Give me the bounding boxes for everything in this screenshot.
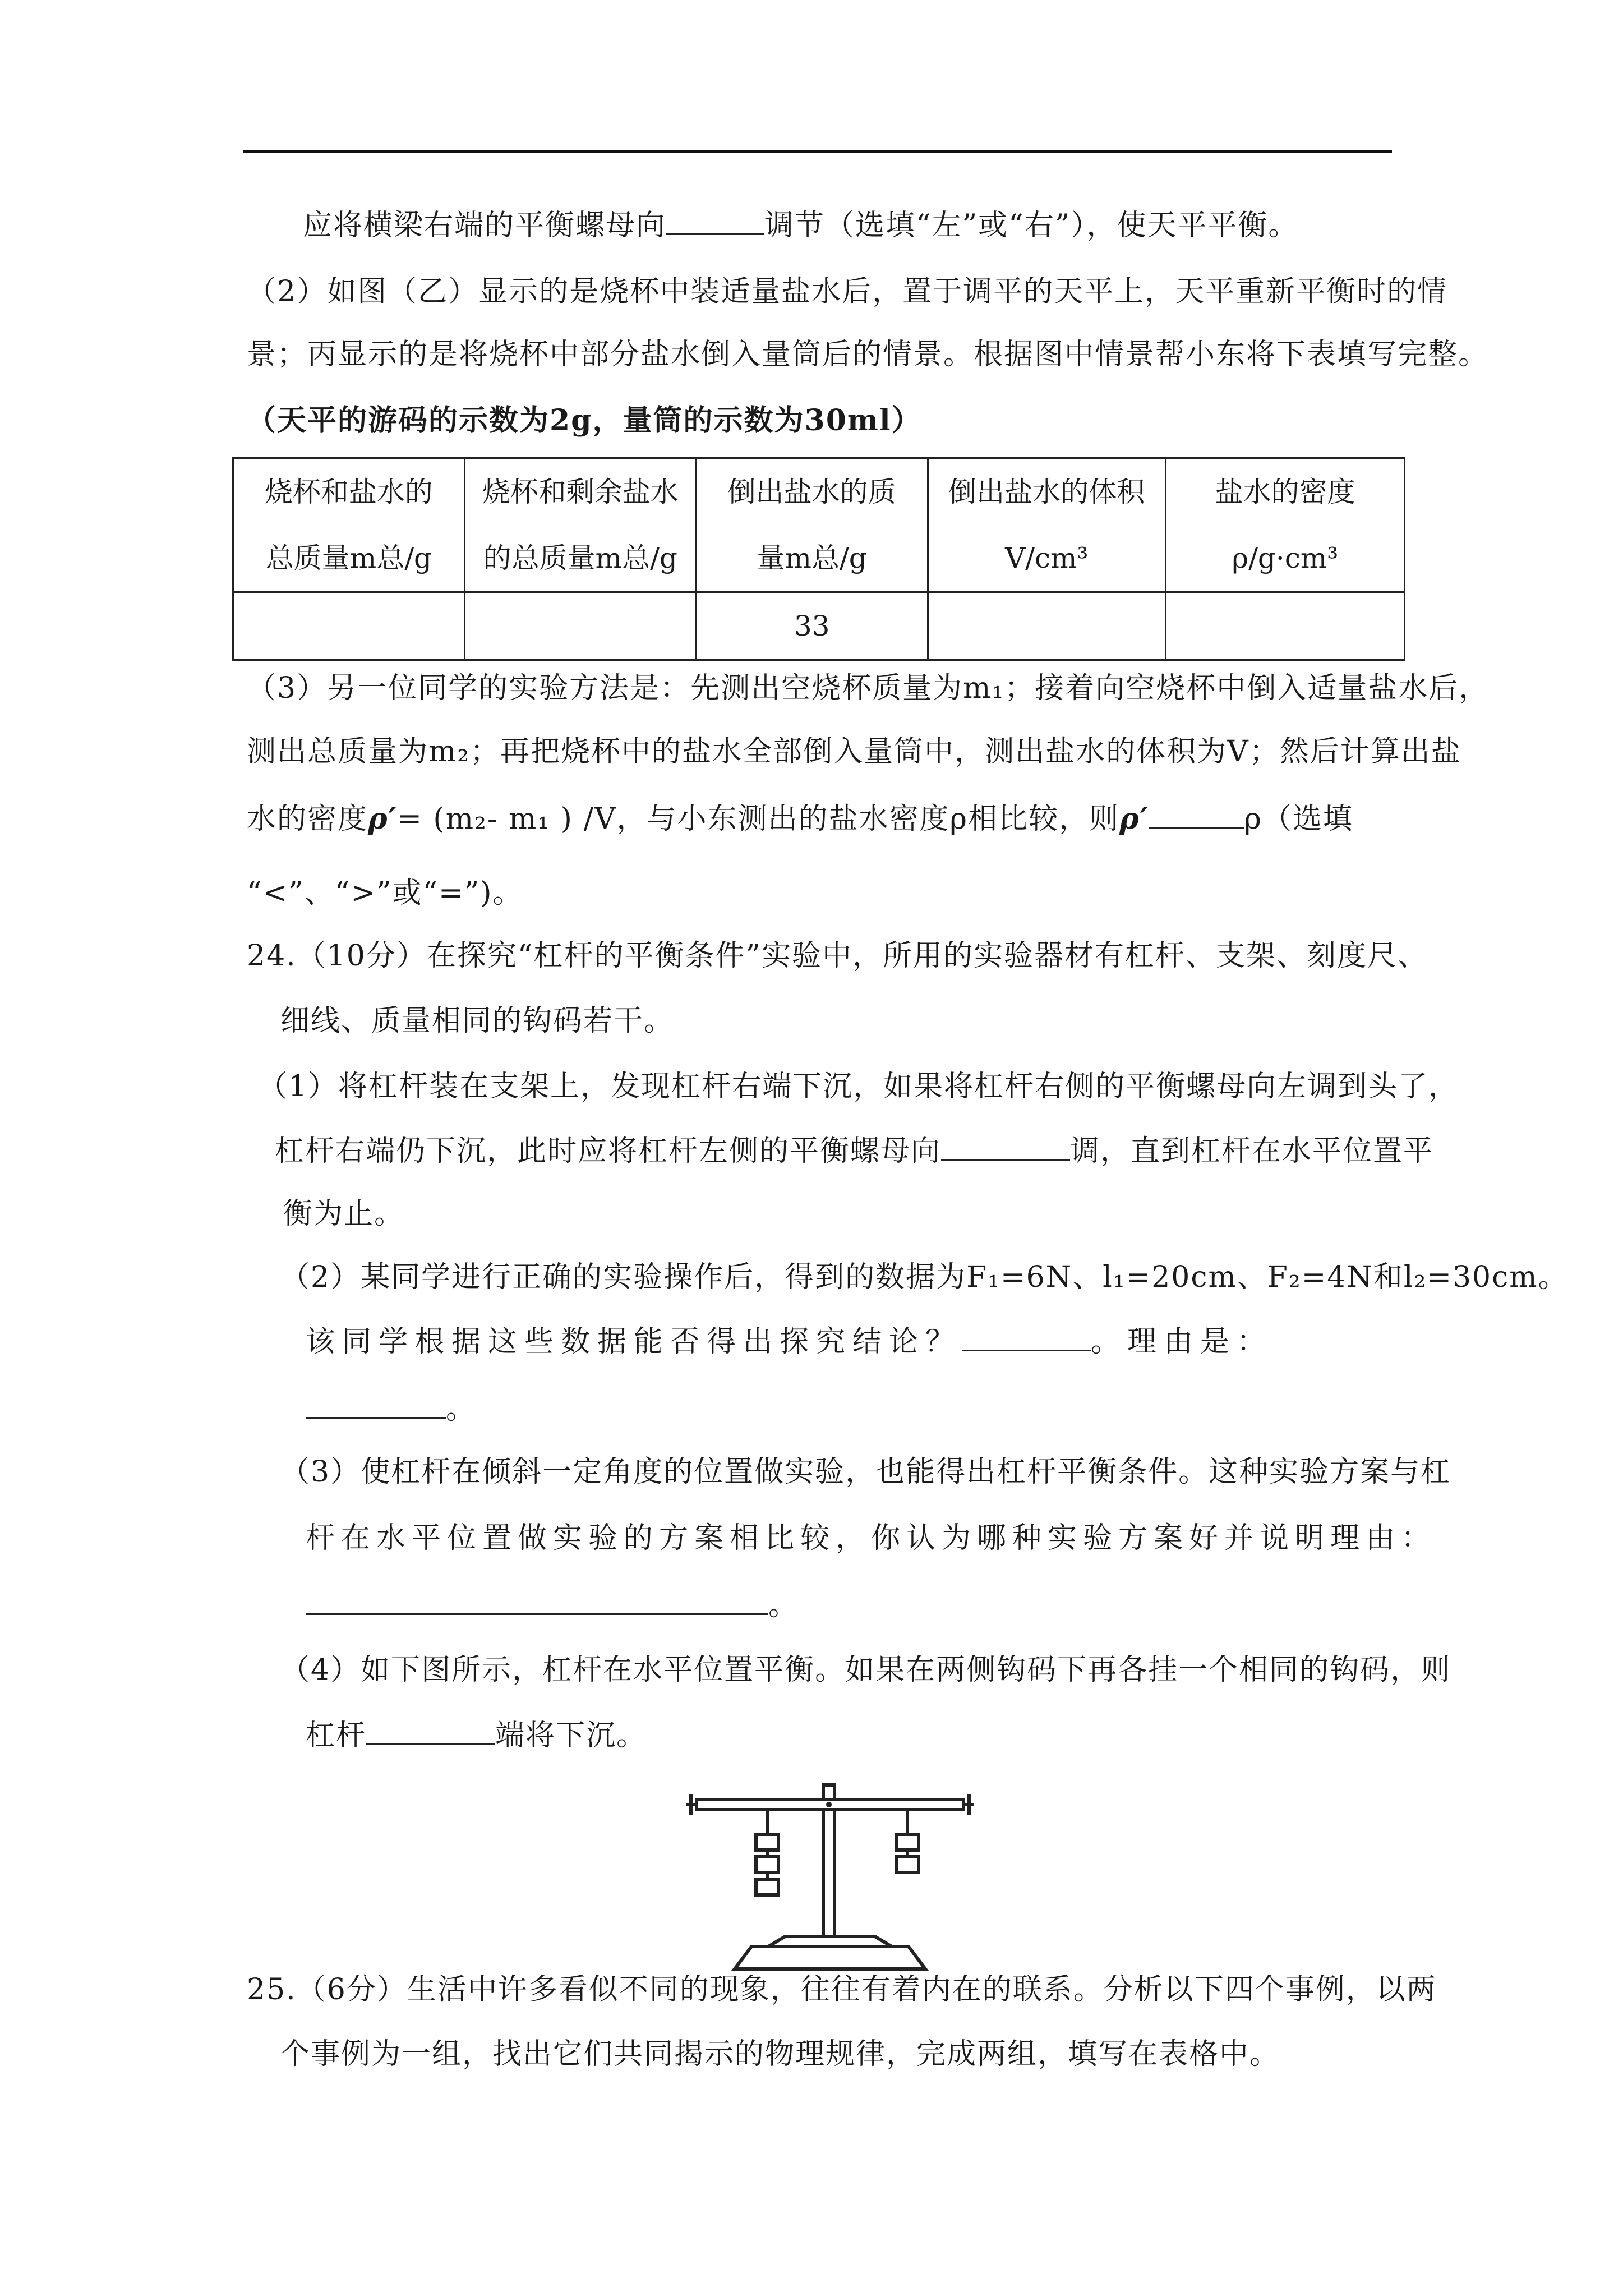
q23-p3-line1: （3）另一位同学的实验方法是：先测出空烧杯质量为m₁；接着向空烧杯中倒入适量盐水后， <box>247 671 1490 705</box>
text: 调，直到杠杆在水平位置平 <box>1070 1134 1434 1168</box>
answer-blank[interactable] <box>941 1137 1070 1161</box>
table-header-cell: 烧杯和剩余盐水 的总质量m总/g <box>464 458 696 592</box>
text: 水的密度 <box>247 802 368 836</box>
answer-blank[interactable] <box>306 1591 768 1615</box>
text: 该同学根据这些数据能否得出探究结论？ <box>306 1325 962 1359</box>
text: = (m₂- m₁ ) /V，与小东测出的盐水密度ρ相比较，则 <box>397 802 1120 836</box>
q24-p1-line1: （1）将杠杆装在支架上，发现杠杆右端下沉，如果将杠杆右侧的平衡螺母向左调到头了， <box>258 1070 1459 1103</box>
q24-p3-line2: 杆在水平位置做实验的方案相比较，你认为哪种实验方案好并说明理由： <box>306 1521 1437 1555</box>
q23-p1-cont <box>303 208 1298 243</box>
q23-p3-line3 <box>247 801 1353 837</box>
answer-blank[interactable] <box>306 1395 446 1419</box>
answer-blank[interactable] <box>366 1721 495 1745</box>
stand-base <box>735 1947 925 1969</box>
q24-p4-line2 <box>306 1718 647 1754</box>
table-header-cell: 倒出盐水的质 量m总/g <box>696 458 928 592</box>
weight-left-1 <box>756 1834 778 1850</box>
text: 。 <box>768 1589 799 1622</box>
q24-p3-line3 <box>306 1588 799 1623</box>
q24-p4-line1: （4）如下图所示，杠杆在水平位置平衡。如果在两侧钩码下再各挂一个相同的钩码，则 <box>280 1653 1451 1687</box>
text: 端将下沉。 <box>495 1719 647 1752</box>
table-cell[interactable] <box>928 592 1165 660</box>
text: 。理由是： <box>1091 1325 1274 1359</box>
q24-p2-line1: （2）某同学进行正确的实验操作后，得到的数据为F₁=6N、l₁=20cm、F₂=4N和l₂=30cm。 <box>280 1260 1569 1294</box>
table-header-cell: 烧杯和盐水的 总质量m总/g <box>233 458 465 592</box>
text: 。 <box>446 1392 477 1426</box>
text: 调节（选填“左”或“右”），使天平平衡。 <box>764 209 1299 242</box>
pivot-point <box>826 1802 832 1807</box>
text: ρ（选填 <box>1244 802 1353 836</box>
table-header-cell: 盐水的密度 ρ/g·cm³ <box>1165 458 1404 592</box>
answer-blank[interactable] <box>666 211 764 235</box>
q23-p3-line4: “<”、“>”或“=”)。 <box>247 876 523 910</box>
q23-p2-line1: （2）如图（乙）显示的是烧杯中装适量盐水后，置于调平的天平上，天平重新平衡时的情 <box>247 275 1448 309</box>
q24-intro-line2: 细线、质量相同的钩码若干。 <box>280 1004 675 1038</box>
rho-prime-symbol: ρ′ <box>368 802 398 836</box>
text: 杠杆 <box>306 1719 367 1752</box>
q24-intro-line1: 24.（10分）在探究“杠杆的平衡条件”实验中，所用的实验器材有杠杆、支架、刻度尺、 <box>247 939 1428 973</box>
text: 应将横梁右端的平衡螺母向 <box>303 209 667 242</box>
weight-right-1 <box>896 1834 919 1850</box>
lever-diagram <box>684 1778 976 1980</box>
q23-p3-line2: 测出总质量为m₂；再把烧杯中的盐水全部倒入量筒中，测出盐水的体积为V；然后计算出盐 <box>247 735 1461 769</box>
text: 杠杆右端仍下沉，此时应将杠杆左侧的平衡螺母向 <box>275 1134 942 1168</box>
weight-right-2 <box>896 1857 919 1872</box>
q24-p1-line3: 衡为止。 <box>283 1197 405 1231</box>
q24-p2-line2 <box>306 1324 1273 1360</box>
rho-prime-symbol: ρ′ <box>1119 802 1149 836</box>
answer-blank[interactable] <box>962 1327 1091 1351</box>
weight-left-2 <box>756 1857 778 1872</box>
answer-blank[interactable] <box>1149 804 1244 829</box>
table-cell[interactable] <box>233 592 465 660</box>
q25-line2: 个事例为一组，找出它们共同揭示的物理规律，完成两组，填写在表格中。 <box>280 2037 1280 2071</box>
table-cell[interactable] <box>1165 592 1404 660</box>
q24-p2-line3 <box>306 1391 476 1427</box>
q24-p1-line2 <box>275 1133 1433 1169</box>
header-rule <box>243 150 1392 153</box>
table-header-cell: 倒出盐水的体积 V/cm³ <box>928 458 1165 592</box>
q25-line1: 25.（6分）生活中许多看似不同的现象，往往有着内在的联系。分析以下四个事例，以两 <box>247 1973 1437 2007</box>
table-cell[interactable] <box>464 592 696 660</box>
q24-p3-line1: （3）使杠杆在倾斜一定角度的位置做实验，也能得出杠杆平衡条件。这种实验方案与杠 <box>280 1455 1451 1489</box>
weight-left-3 <box>756 1879 778 1895</box>
q23-note: （天平的游码的示数为2g，量筒的示数为30ml） <box>247 403 922 438</box>
q23-p2-line2: 景；丙显示的是将烧杯中部分盐水倒入量筒后的情景。根据图中情景帮小东将下表填写完整。 <box>247 338 1489 371</box>
table-cell: 33 <box>696 592 928 660</box>
data-table <box>232 457 1405 661</box>
